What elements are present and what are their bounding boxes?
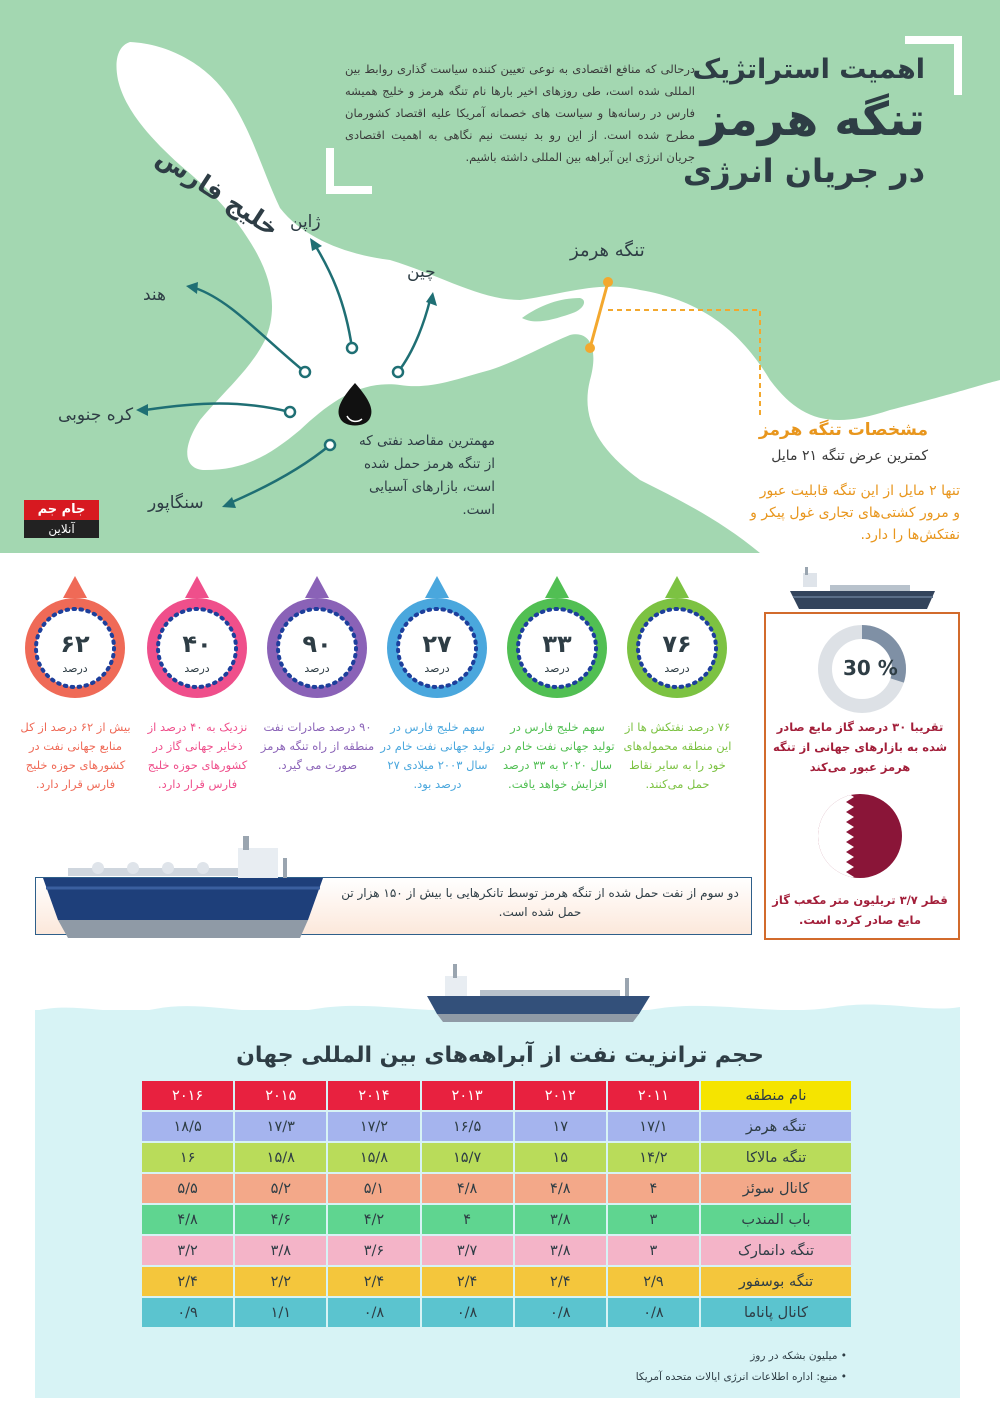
cell: ۳ <box>608 1205 699 1234</box>
header-year: ۲۰۱۴ <box>328 1081 419 1110</box>
cell-region: تنگه هرمز <box>701 1112 851 1141</box>
persian-gulf-label: خلیج فارس <box>151 142 285 243</box>
cell-region: باب المندب <box>701 1205 851 1234</box>
qatar-text: قطر ۳/۷ تریلیون متر مکعب گاز مایع صادر کرده است. <box>772 893 948 927</box>
specs-width: کمترین عرض تنگه ۲۱ مایل <box>771 448 928 464</box>
cell: ۳/۲ <box>142 1236 233 1265</box>
table-row <box>142 1236 851 1265</box>
stat-value: ۶۲ <box>60 630 90 658</box>
cell: ۵/۵ <box>142 1174 233 1203</box>
cell: ۱۵/۸ <box>235 1143 326 1172</box>
stat-text-27: سهم خلیج فارس در تولید جهانی نفت خام در سال ۲۰۰۳ میلادی ۲۷ درصد بود. <box>380 720 495 791</box>
stat-value: ۳۳ <box>542 630 572 658</box>
cell: ۲/۴ <box>422 1267 513 1296</box>
cell: ۳/۶ <box>328 1236 419 1265</box>
unit-note: • میلیون بشکه در روز <box>750 1350 847 1362</box>
specs-title: مشخصات تنگه هرمز <box>758 420 928 440</box>
header-year: ۲۰۱۲ <box>515 1081 606 1110</box>
cell: ۲/۴ <box>328 1267 419 1296</box>
cell: ۵/۱ <box>328 1174 419 1203</box>
title-line3: در جریان انرژی <box>682 152 925 190</box>
cell: ۱۷ <box>515 1112 606 1141</box>
qatar-flag-icon <box>816 792 904 880</box>
jamejam-logo <box>24 500 99 538</box>
stat-unit: درصد <box>544 662 570 675</box>
destination-note: مهمترین مقاصد نفتی که از تنگه هرمز حمل شده است، بازارهای آسیایی است. <box>359 433 495 518</box>
stat-pin-62 <box>15 570 135 720</box>
cell: ۴/۸ <box>515 1174 606 1203</box>
stat-unit: درصد <box>304 662 330 675</box>
south-korea-label: کره جنوبی <box>58 405 134 425</box>
cell-region: تنگه دانمارک <box>701 1236 851 1265</box>
cell: ۱۷/۲ <box>328 1112 419 1141</box>
table-title: حجم ترانزیت نفت از آبراهه‌های بین المللی جهان <box>236 1043 764 1068</box>
cell: ۱۵ <box>515 1143 606 1172</box>
stat-text-90: ۹۰ درصد صادرات نفت منطقه از راه تنگه هرمز صورت می گیرد. <box>260 720 375 772</box>
header-year: ۲۰۱۳ <box>422 1081 513 1110</box>
singapore-label: سنگاپور <box>148 493 204 513</box>
stat-pin-90 <box>257 570 377 720</box>
cell: ۴/۲ <box>328 1205 419 1234</box>
cell: ۱۶/۵ <box>422 1112 513 1141</box>
cell: ۲/۴ <box>515 1267 606 1296</box>
stat-value: ۹۰ <box>302 630 332 658</box>
cell: ۴ <box>608 1174 699 1203</box>
stat-pin-33 <box>497 570 617 720</box>
cell: ۵/۲ <box>235 1174 326 1203</box>
stat-value: ۷۶ <box>662 630 692 658</box>
cell: ۰/۸ <box>515 1298 606 1327</box>
cell: ۱۵/۷ <box>422 1143 513 1172</box>
header-region: نام منطقه <box>701 1081 851 1110</box>
cell: ۱۷/۳ <box>235 1112 326 1141</box>
cell: ۱/۱ <box>235 1298 326 1327</box>
header-year: ۲۰۱۶ <box>142 1081 233 1110</box>
stat-unit: درصد <box>184 662 210 675</box>
oil-transit-table <box>140 1079 853 1329</box>
stat-text-62: بیش از ۶۲ درصد از کل منابع جهانی نفت در کشورهای حوزه خلیج فارس قرار دارد. <box>20 720 131 791</box>
table-row <box>142 1174 851 1203</box>
cell-region: کانال سوئز <box>701 1174 851 1203</box>
stat-unit: درصد <box>62 662 88 675</box>
cell: ۱۵/۸ <box>328 1143 419 1172</box>
stat-value: ۴۰ <box>182 630 212 658</box>
cell: ۱۴/۲ <box>608 1143 699 1172</box>
strait-label: تنگه هرمز <box>570 240 645 261</box>
table-row <box>142 1112 851 1141</box>
stat-unit: درصد <box>664 662 690 675</box>
cell: ۰/۸ <box>328 1298 419 1327</box>
cell: ۴/۶ <box>235 1205 326 1234</box>
logo-line1: جام جم <box>24 500 99 520</box>
table-row <box>142 1298 851 1327</box>
japan-label: ژاپن <box>290 212 321 232</box>
cell-region: کانال پاناما <box>701 1298 851 1327</box>
cell: ۲/۲ <box>235 1267 326 1296</box>
stat-unit: درصد <box>424 662 450 675</box>
cell: ۱۷/۱ <box>608 1112 699 1141</box>
cell: ۰/۸ <box>608 1298 699 1327</box>
stat-text-33: سهم خلیج فارس در تولید جهانی نفت خام در سال ۲۰۲۰ به ۳۳ درصد افزایش خواهد یافت. <box>500 720 615 791</box>
tanker-ship-illustration <box>38 828 338 946</box>
intro-paragraph: درحالی که منافع اقتصادی به نوعی تعیین کننده سیاست گذاری روابط بین المللی شده است، طی روزهای اخیر بارها نام تنگه هرمز و خلیج همیشه فارس در رسانه‌ها و سیاست های خصمانه آمریکا علیه اقتصاد کشورمان مطرح شده است. از این رو بد نیست نیم نگاهی به اهمیت اقتصادی جریان انرژی این آبراهه بین المللی داشته باشیم. <box>345 62 695 164</box>
header-year: ۲۰۱۱ <box>608 1081 699 1110</box>
stat-pin-27 <box>377 570 497 720</box>
cell: ۱۸/۵ <box>142 1112 233 1141</box>
table-row <box>142 1267 851 1296</box>
stat-text-40: نزدیک به ۴۰ درصد از ذخایر جهانی گاز در کشورهای حوزه خلیج فارس قرار دارد. <box>147 720 248 791</box>
cell: ۴/۸ <box>142 1205 233 1234</box>
china-label: چین <box>407 262 436 282</box>
table-row <box>142 1143 851 1172</box>
small-ship-illustration <box>785 565 940 615</box>
source-note: • منبع: اداره اطلاعات انرژی ایالات متحده آمریکا <box>635 1371 847 1383</box>
title-line2: تنگه هرمز <box>700 92 925 146</box>
cell: ۲/۹ <box>608 1267 699 1296</box>
cell: ۰/۸ <box>422 1298 513 1327</box>
cell: ۴ <box>422 1205 513 1234</box>
cell-region: تنگه بوسفور <box>701 1267 851 1296</box>
cell: ۳/۸ <box>515 1205 606 1234</box>
cell-region: تنگه مالاکا <box>701 1143 851 1172</box>
stat-pin-40 <box>137 570 257 720</box>
logo-line2: آنلاین <box>24 520 99 538</box>
header-year: ۲۰۱۵ <box>235 1081 326 1110</box>
cell: ۰/۹ <box>142 1298 233 1327</box>
cell: ۲/۴ <box>142 1267 233 1296</box>
cell: ۳/۷ <box>422 1236 513 1265</box>
cell: ۴/۸ <box>422 1174 513 1203</box>
india-label: هند <box>143 285 167 305</box>
cargo-ship-illustration <box>425 962 655 1026</box>
stat-text-76: ۷۶ درصد نفتکش ها از این منطقه محموله‌های خود را به سایر نقاط حمل می‌کنند. <box>623 720 732 791</box>
table-header-row <box>142 1081 851 1110</box>
tanker-text: دو سوم از نفت حمل شده از تنگه هرمز توسط تانکرهایی با بیش از ۱۵۰ هزار تن حمل شده است. <box>341 886 739 919</box>
stat-value: ۲۷ <box>422 630 452 658</box>
stat-pin-76 <box>617 570 737 720</box>
title-line1: اهمیت استراتژیک <box>692 54 925 85</box>
specs-lanes: تنها ۲ مایل از این تنگه قابلیت عبور و مرور کشتی‌های تجاری غول پیکر و نفتکش‌ها را دارد. <box>750 483 960 543</box>
lng-text: تقریبا ۳۰ درصد گاز مایع صادر شده به بازارهای جهانی از تنگه هرمز عبور می‌کند <box>772 720 948 774</box>
cell: ۱۶ <box>142 1143 233 1172</box>
cell: ۳/۸ <box>235 1236 326 1265</box>
cell: ۳/۸ <box>515 1236 606 1265</box>
cell: ۳ <box>608 1236 699 1265</box>
table-row <box>142 1205 851 1234</box>
lng-percent: 30 % <box>843 656 898 680</box>
